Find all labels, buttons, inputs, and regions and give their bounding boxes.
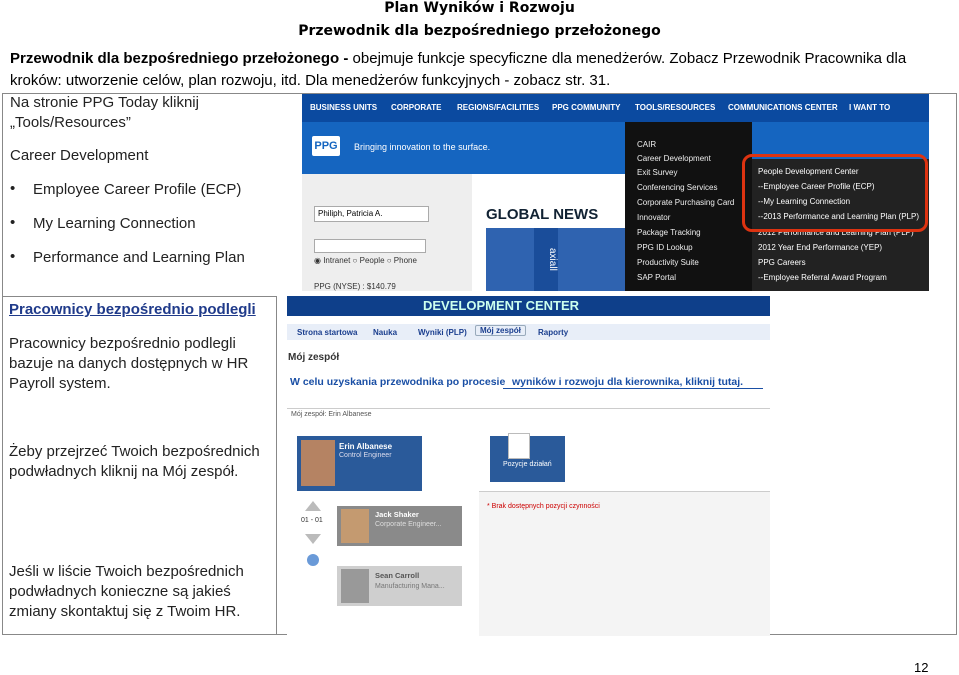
tools-dropdown-menu <box>625 122 752 291</box>
pager: 01 - 01 <box>301 517 323 524</box>
avatar <box>341 569 369 603</box>
intro-bold: Przewodnik dla bezpośredniego przełożonego - <box>10 50 349 67</box>
menu-item[interactable]: SAP Portal <box>637 273 676 282</box>
separator <box>287 408 770 409</box>
tab-plp[interactable]: Wyniki (PLP) <box>418 328 467 337</box>
avatar <box>341 509 369 543</box>
page-title: Plan Wyników i Rozwoju <box>384 0 575 16</box>
avatar <box>301 440 335 486</box>
submenu-item[interactable]: PPG Careers <box>758 258 806 267</box>
employee-name: Jack Shaker <box>375 510 419 519</box>
development-center-screenshot <box>287 296 770 636</box>
tagline: Bringing innovation to the surface. <box>354 142 491 152</box>
action-items-label: Pozycje działań <box>503 461 552 468</box>
submenu-item[interactable]: 2012 Performance and Learning Plan (PLP) <box>758 228 914 237</box>
intro-paragraph <box>10 48 950 92</box>
bullet-label: My Learning Connection <box>33 215 196 232</box>
users-icon[interactable] <box>307 554 319 566</box>
page-subtitle: Przewodnik dla bezpośredniego przełożonego <box>298 23 661 39</box>
bullet-item: • My Learning Connection <box>10 214 196 232</box>
clipboard-icon <box>508 433 530 459</box>
scroll-down-icon[interactable] <box>305 534 321 544</box>
breadcrumb: Mój zespół: Erin Albanese <box>291 411 372 418</box>
menu-item[interactable]: Package Tracking <box>637 228 701 237</box>
user-panel <box>302 174 472 291</box>
nav-item[interactable]: I WANT TO <box>849 103 891 112</box>
employee-title: Manufacturing Mana... <box>375 583 445 590</box>
search-scope-radios[interactable]: ◉ Intranet ○ People ○ Phone <box>314 256 417 265</box>
nav-item[interactable]: BUSINESS UNITS <box>310 103 378 112</box>
nav-item-tools[interactable]: TOOLS/RESOURCES <box>635 103 716 112</box>
step-text-2: „Tools/Resources” <box>10 114 131 131</box>
nav-item[interactable]: COMMUNICATIONS CENTER <box>728 103 838 112</box>
submenu-item[interactable]: --Employee Referral Award Program <box>758 273 887 282</box>
column-divider <box>276 296 277 635</box>
bullet-item: • Performance and Learning Plan <box>10 248 245 266</box>
my-team-heading: Mój zespół <box>288 352 340 363</box>
nav-item[interactable]: CORPORATE <box>391 103 442 112</box>
user-name-box: Philiph, Patricia A. <box>314 206 429 222</box>
menu-item[interactable]: Conferencing Services <box>637 183 718 192</box>
tab-my-team[interactable]: Mój zespół <box>475 325 526 336</box>
tab-bar <box>287 324 770 340</box>
submenu-item[interactable]: People Development Center <box>758 167 859 176</box>
submenu-item[interactable]: --Employee Career Profile (ECP) <box>758 182 875 191</box>
scroll-up-icon[interactable] <box>305 501 321 511</box>
menu-item[interactable]: Corporate Purchasing Card <box>637 198 735 207</box>
search-input[interactable] <box>314 239 426 253</box>
employee-title: Control Engineer <box>339 452 392 459</box>
submenu-item[interactable]: 2012 Year End Performance (YEP) <box>758 243 883 252</box>
tab-learning[interactable]: Nauka <box>373 328 398 337</box>
employee-title: Corporate Engineer... <box>375 521 442 528</box>
bullet-item: • Employee Career Profile (ECP) <box>10 180 242 198</box>
tab-home[interactable]: Strona startowa <box>297 328 358 337</box>
menu-item-career-development[interactable]: Career Development <box>637 154 711 163</box>
intro-text: obejmuje funkcje specyficzne dla menedżerów. Zobacz Przewodnik Pracownika dla kroków: utworzenie celów, plan rozwoju, itd. Dla menedżerów funkcyjnych - zobacz str. 31. <box>10 50 907 89</box>
stock-ticker: PPG (NYSE) : $140.79 <box>314 282 396 291</box>
ppg-logo: PPG <box>312 136 340 156</box>
menu-item[interactable]: PPG ID Lookup <box>637 243 693 252</box>
submenu-item[interactable]: --My Learning Connection <box>758 197 851 206</box>
menu-item[interactable]: Exit Survey <box>637 168 678 177</box>
action-items-panel <box>479 491 770 636</box>
submenu-item[interactable]: --2013 Performance and Learning Plan (PLP) <box>758 212 919 221</box>
no-items-message: * Brak dostępnych pozycji czynności <box>487 503 600 510</box>
employee-name: Erin Albanese <box>339 442 393 451</box>
section-text-2: Żeby przejrzeć Twoich bezpośrednich podwładnych kliknij na Mój zespół. <box>9 443 260 480</box>
global-news-heading: GLOBAL NEWS <box>486 206 599 223</box>
tab-reports[interactable]: Raporty <box>538 328 569 337</box>
step-text-3: Career Development <box>10 147 149 164</box>
bullet-label: Performance and Learning Plan <box>33 249 245 266</box>
top-navigation <box>302 94 929 122</box>
menu-item[interactable]: CAIR <box>637 140 657 149</box>
axiall-logo: axiall <box>534 228 558 291</box>
nav-item[interactable]: PPG COMMUNITY <box>552 103 621 112</box>
page-number: 12 <box>914 660 929 675</box>
employee-name: Sean Carroll <box>375 571 420 580</box>
ppg-today-screenshot <box>302 94 929 291</box>
section-text-1: Pracownicy bezpośrednio podlegli bazuje na danych dostępnych w HR Payroll system. <box>9 335 249 392</box>
link-underline <box>503 388 763 389</box>
pdc-banner-text: DEVELOPMENT CENTER <box>423 298 580 313</box>
guide-prefix: W celu uzyskania przewodnika po procesie <box>290 376 506 388</box>
nav-item[interactable]: REGIONS/FACILITIES <box>457 103 540 112</box>
section-title: Pracownicy bezpośrednio podlegli <box>9 301 256 318</box>
section-text-3: Jeśli w liście Twoich bezpośrednich podwładnych konieczne są jakieś zmiany skontaktuj się z Twoim HR. <box>9 563 244 620</box>
highlight-box <box>742 154 928 232</box>
row-divider <box>2 296 276 297</box>
guide-link[interactable]: wyników i rozwoju dla kierownika, kliknij tutaj. <box>512 376 744 388</box>
step-text-1: Na stronie PPG Today kliknij <box>10 94 199 111</box>
menu-item[interactable]: Productivity Suite <box>637 258 699 267</box>
menu-item[interactable]: Innovator <box>637 213 671 222</box>
bullet-label: Employee Career Profile (ECP) <box>33 181 242 198</box>
